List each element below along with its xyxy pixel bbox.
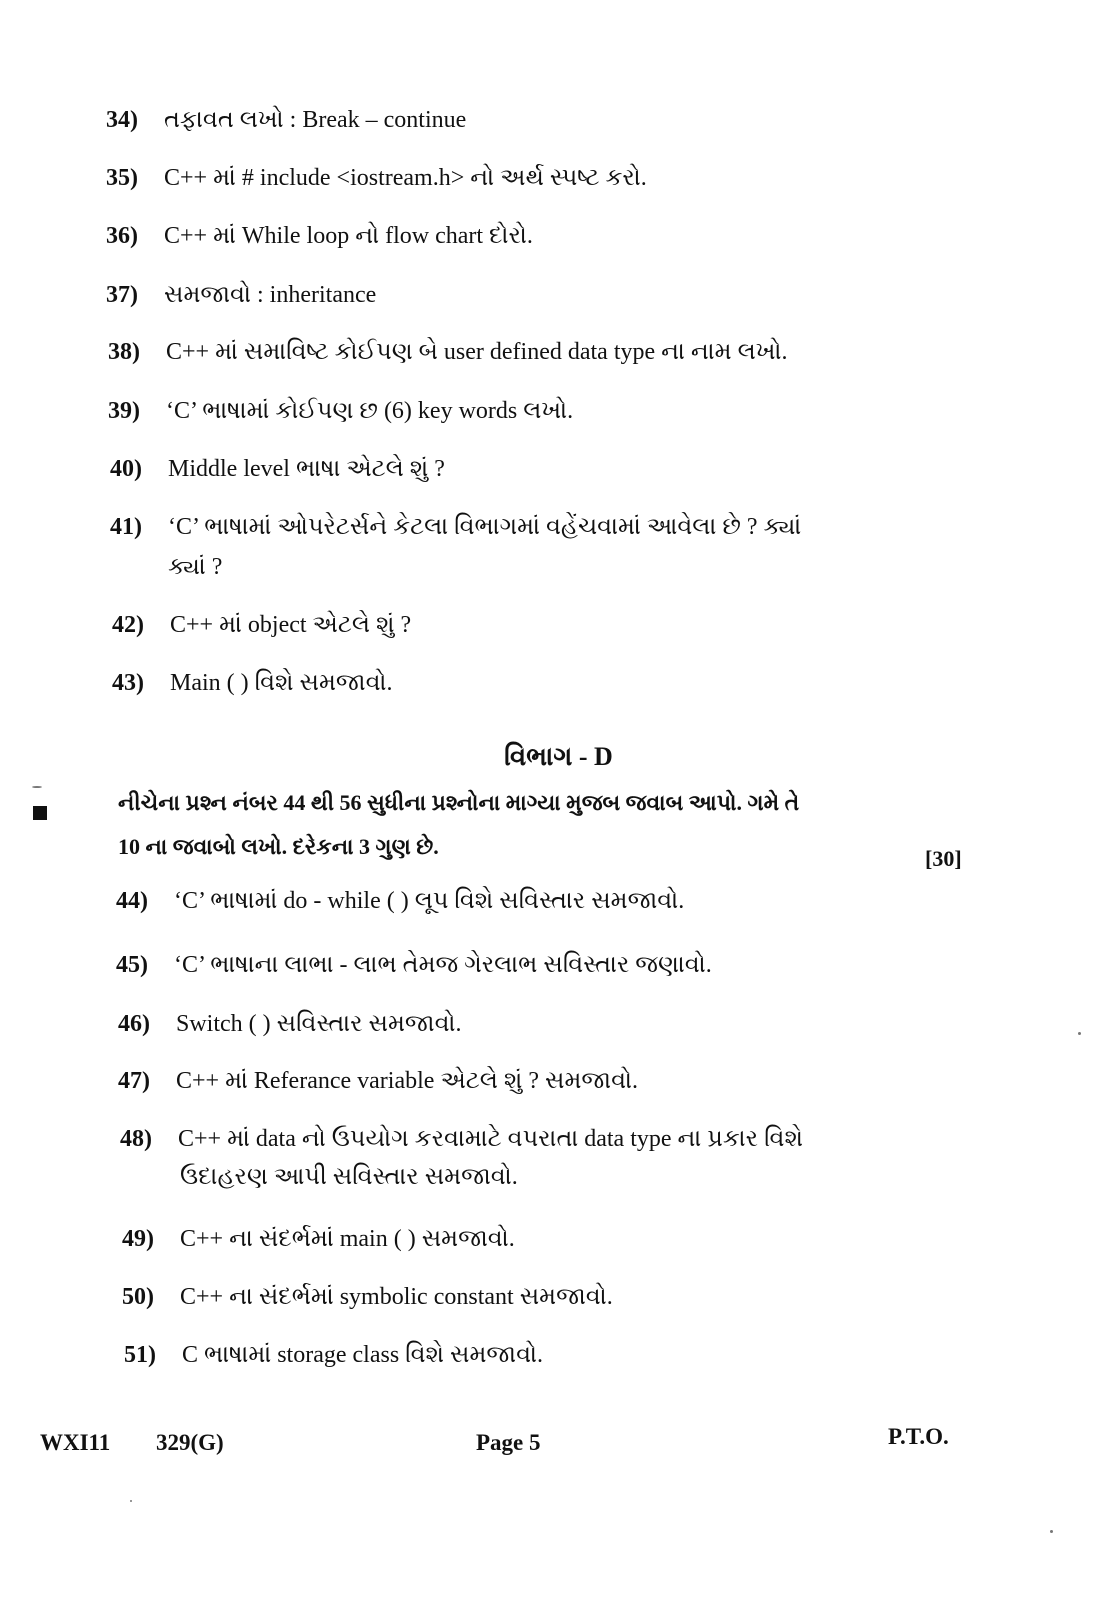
question-text: C++ માં Referance variable એટલે શું ? સમજાવો. xyxy=(176,1068,639,1094)
question-text: C++ માં # include <iostream.h> નો અર્થ સ્પષ્ટ કરો. xyxy=(164,165,647,191)
section-title: વિભાગ - D xyxy=(504,742,613,771)
question-48 xyxy=(120,1124,803,1154)
question-number: 43) xyxy=(112,670,144,696)
question-text: C++ માં While loop નો flow chart દોરો. xyxy=(164,223,533,249)
question-number: 51) xyxy=(124,1342,156,1368)
question-text: ‘C’ ભાષાના લાભા - લાભ તેમજ ગેરલાભ સવિસ્તાર જણાવો. xyxy=(174,952,712,978)
question-text: ‘C’ ભાષામાં કોઈપણ છ (6) key words લખો. xyxy=(166,398,574,424)
question-50 xyxy=(122,1282,613,1312)
question-41-continuation: ક્યાં ? xyxy=(168,554,223,580)
question-44 xyxy=(116,886,684,916)
question-number: 38) xyxy=(108,339,140,365)
question-number: 49) xyxy=(122,1226,154,1252)
question-45 xyxy=(116,950,712,980)
question-48-continuation: ઉદાહરણ આપી સવિસ્તાર સમજાવો. xyxy=(180,1164,518,1190)
question-42 xyxy=(112,610,411,640)
question-number: 45) xyxy=(116,952,148,978)
question-number: 39) xyxy=(108,398,140,424)
question-46 xyxy=(118,1009,462,1039)
question-47 xyxy=(118,1066,638,1096)
footer-pto: P.T.O. xyxy=(888,1424,949,1449)
bullet-marker xyxy=(33,806,47,820)
question-text: Switch ( ) સવિસ્તાર સમજાવો. xyxy=(176,1011,462,1037)
question-number: 44) xyxy=(116,888,148,914)
question-43 xyxy=(112,668,393,698)
question-51 xyxy=(124,1340,543,1370)
footer-page-number: Page 5 xyxy=(476,1430,541,1455)
question-34 xyxy=(106,105,466,135)
question-text: ‘C’ ભાષામાં ઓપરેટર્સને કેટલા વિભાગમાં વહેંચવામાં આવેલા છે ? ક્યાં xyxy=(168,514,802,540)
question-number: 34) xyxy=(106,107,138,133)
question-text: C++ ના સંદર્ભમાં symbolic constant સમજાવો. xyxy=(180,1284,613,1310)
question-37 xyxy=(106,280,376,310)
question-40 xyxy=(110,454,445,484)
question-number: 40) xyxy=(110,456,142,482)
question-number: 46) xyxy=(118,1011,150,1037)
question-number: 36) xyxy=(106,223,138,249)
question-number: 50) xyxy=(122,1284,154,1310)
question-text: Middle level ભાષા એટલે શું ? xyxy=(168,456,445,482)
question-41 xyxy=(110,512,801,542)
question-number: 48) xyxy=(120,1126,152,1152)
question-49 xyxy=(122,1224,515,1254)
instruction-line-1: નીચેના પ્રશ્ન નંબર 44 થી 56 સુધીના પ્રશ્નોના માગ્યા મુજબ જવાબ આપો. ગમે તે xyxy=(118,790,800,815)
instruction-line-2: 10 ના જવાબો લખો. દરેકના 3 ગુણ છે. xyxy=(118,834,439,859)
question-35 xyxy=(106,163,647,193)
question-text: Main ( ) વિશે સમજાવો. xyxy=(170,670,393,696)
question-number: 37) xyxy=(106,282,138,308)
question-text: C++ માં data નો ઉપયોગ કરવામાટે વપરાતા data type ના પ્રકાર વિશે xyxy=(178,1126,803,1152)
footer-paper: 329(G) xyxy=(156,1430,224,1455)
question-text: તફાવત લખો : Break – continue xyxy=(164,107,467,133)
question-text: C++ ના સંદર્ભમાં main ( ) સમજાવો. xyxy=(180,1226,515,1252)
question-text: C ભાષામાં storage class વિશે સમજાવો. xyxy=(182,1342,544,1368)
footer-code: WXI11 xyxy=(40,1430,111,1455)
question-number: 47) xyxy=(118,1068,150,1094)
question-text: C++ માં object એટલે શું ? xyxy=(170,612,412,638)
question-text: ‘C’ ભાષામાં do - while ( ) લૂપ વિશે સવિસ્તાર સમજાવો. xyxy=(174,888,685,914)
question-number: 35) xyxy=(106,165,138,191)
question-text: સમજાવો : inheritance xyxy=(164,282,377,308)
question-38 xyxy=(108,337,788,367)
scan-speck xyxy=(1078,1032,1081,1035)
scan-speck xyxy=(32,786,42,788)
question-text: C++ માં સમાવિષ્ટ કોઈપણ બે user defined data type ના નામ લખો. xyxy=(166,339,788,365)
scan-speck xyxy=(1050,1530,1053,1533)
question-number: 42) xyxy=(112,612,144,638)
question-number: 41) xyxy=(110,514,142,540)
section-marks: [30] xyxy=(925,846,962,871)
scan-speck xyxy=(130,1500,132,1502)
question-39 xyxy=(108,396,573,426)
question-36 xyxy=(106,221,533,251)
